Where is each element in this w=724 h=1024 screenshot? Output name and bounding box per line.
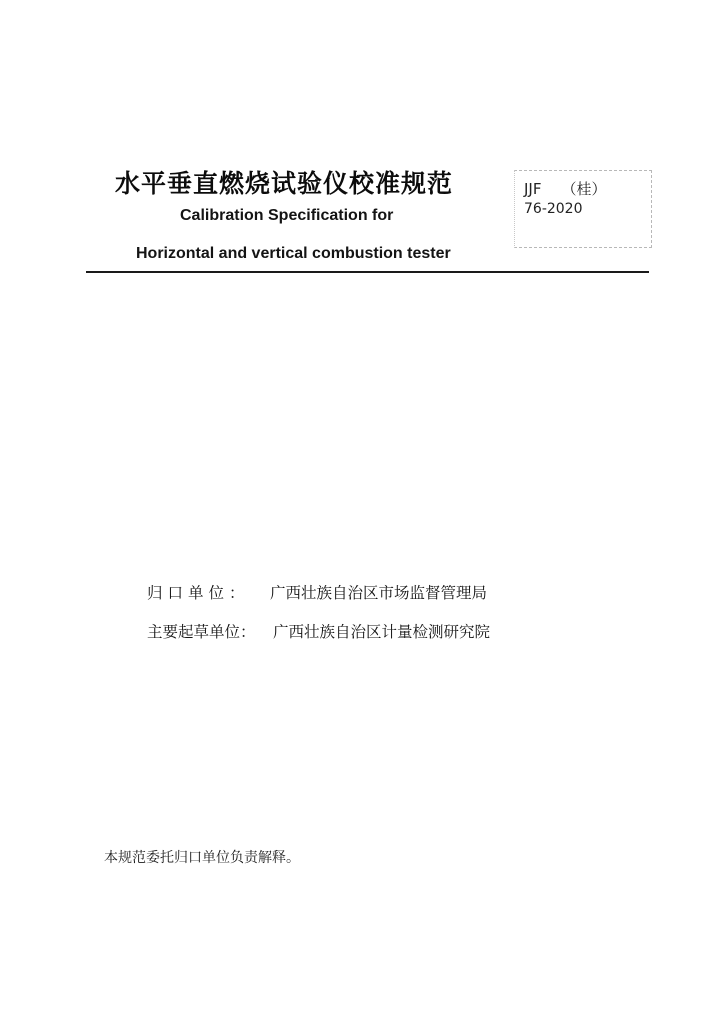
standard-number-value: 76-2020 xyxy=(524,201,583,217)
document-title-english-line1: Calibration Specification for xyxy=(180,207,394,224)
responsible-unit-label: 归口单位： xyxy=(147,584,250,602)
responsible-unit-row xyxy=(147,581,487,603)
drafting-unit-value: 广西壮族自治区计量检测研究院 xyxy=(273,623,491,641)
standard-region-close: ） xyxy=(591,180,607,198)
document-title-english-line2: Horizontal and vertical combustion tester xyxy=(136,245,451,262)
title-divider-line xyxy=(86,271,649,273)
document-title-chinese: 水平垂直燃烧试验仪校准规范 xyxy=(115,169,454,198)
standard-region: 桂 xyxy=(576,180,592,198)
standard-prefix: JJF xyxy=(524,180,542,198)
drafting-unit-row xyxy=(147,620,490,642)
standard-region-open: （ xyxy=(561,180,577,198)
standard-number-prefix-line xyxy=(524,178,607,199)
drafting-unit-label: 主要起草单位： xyxy=(147,623,256,641)
responsible-unit-value: 广西壮族自治区市场监督管理局 xyxy=(270,584,488,602)
interpretation-note: 本规范委托归口单位负责解释。 xyxy=(104,850,300,866)
